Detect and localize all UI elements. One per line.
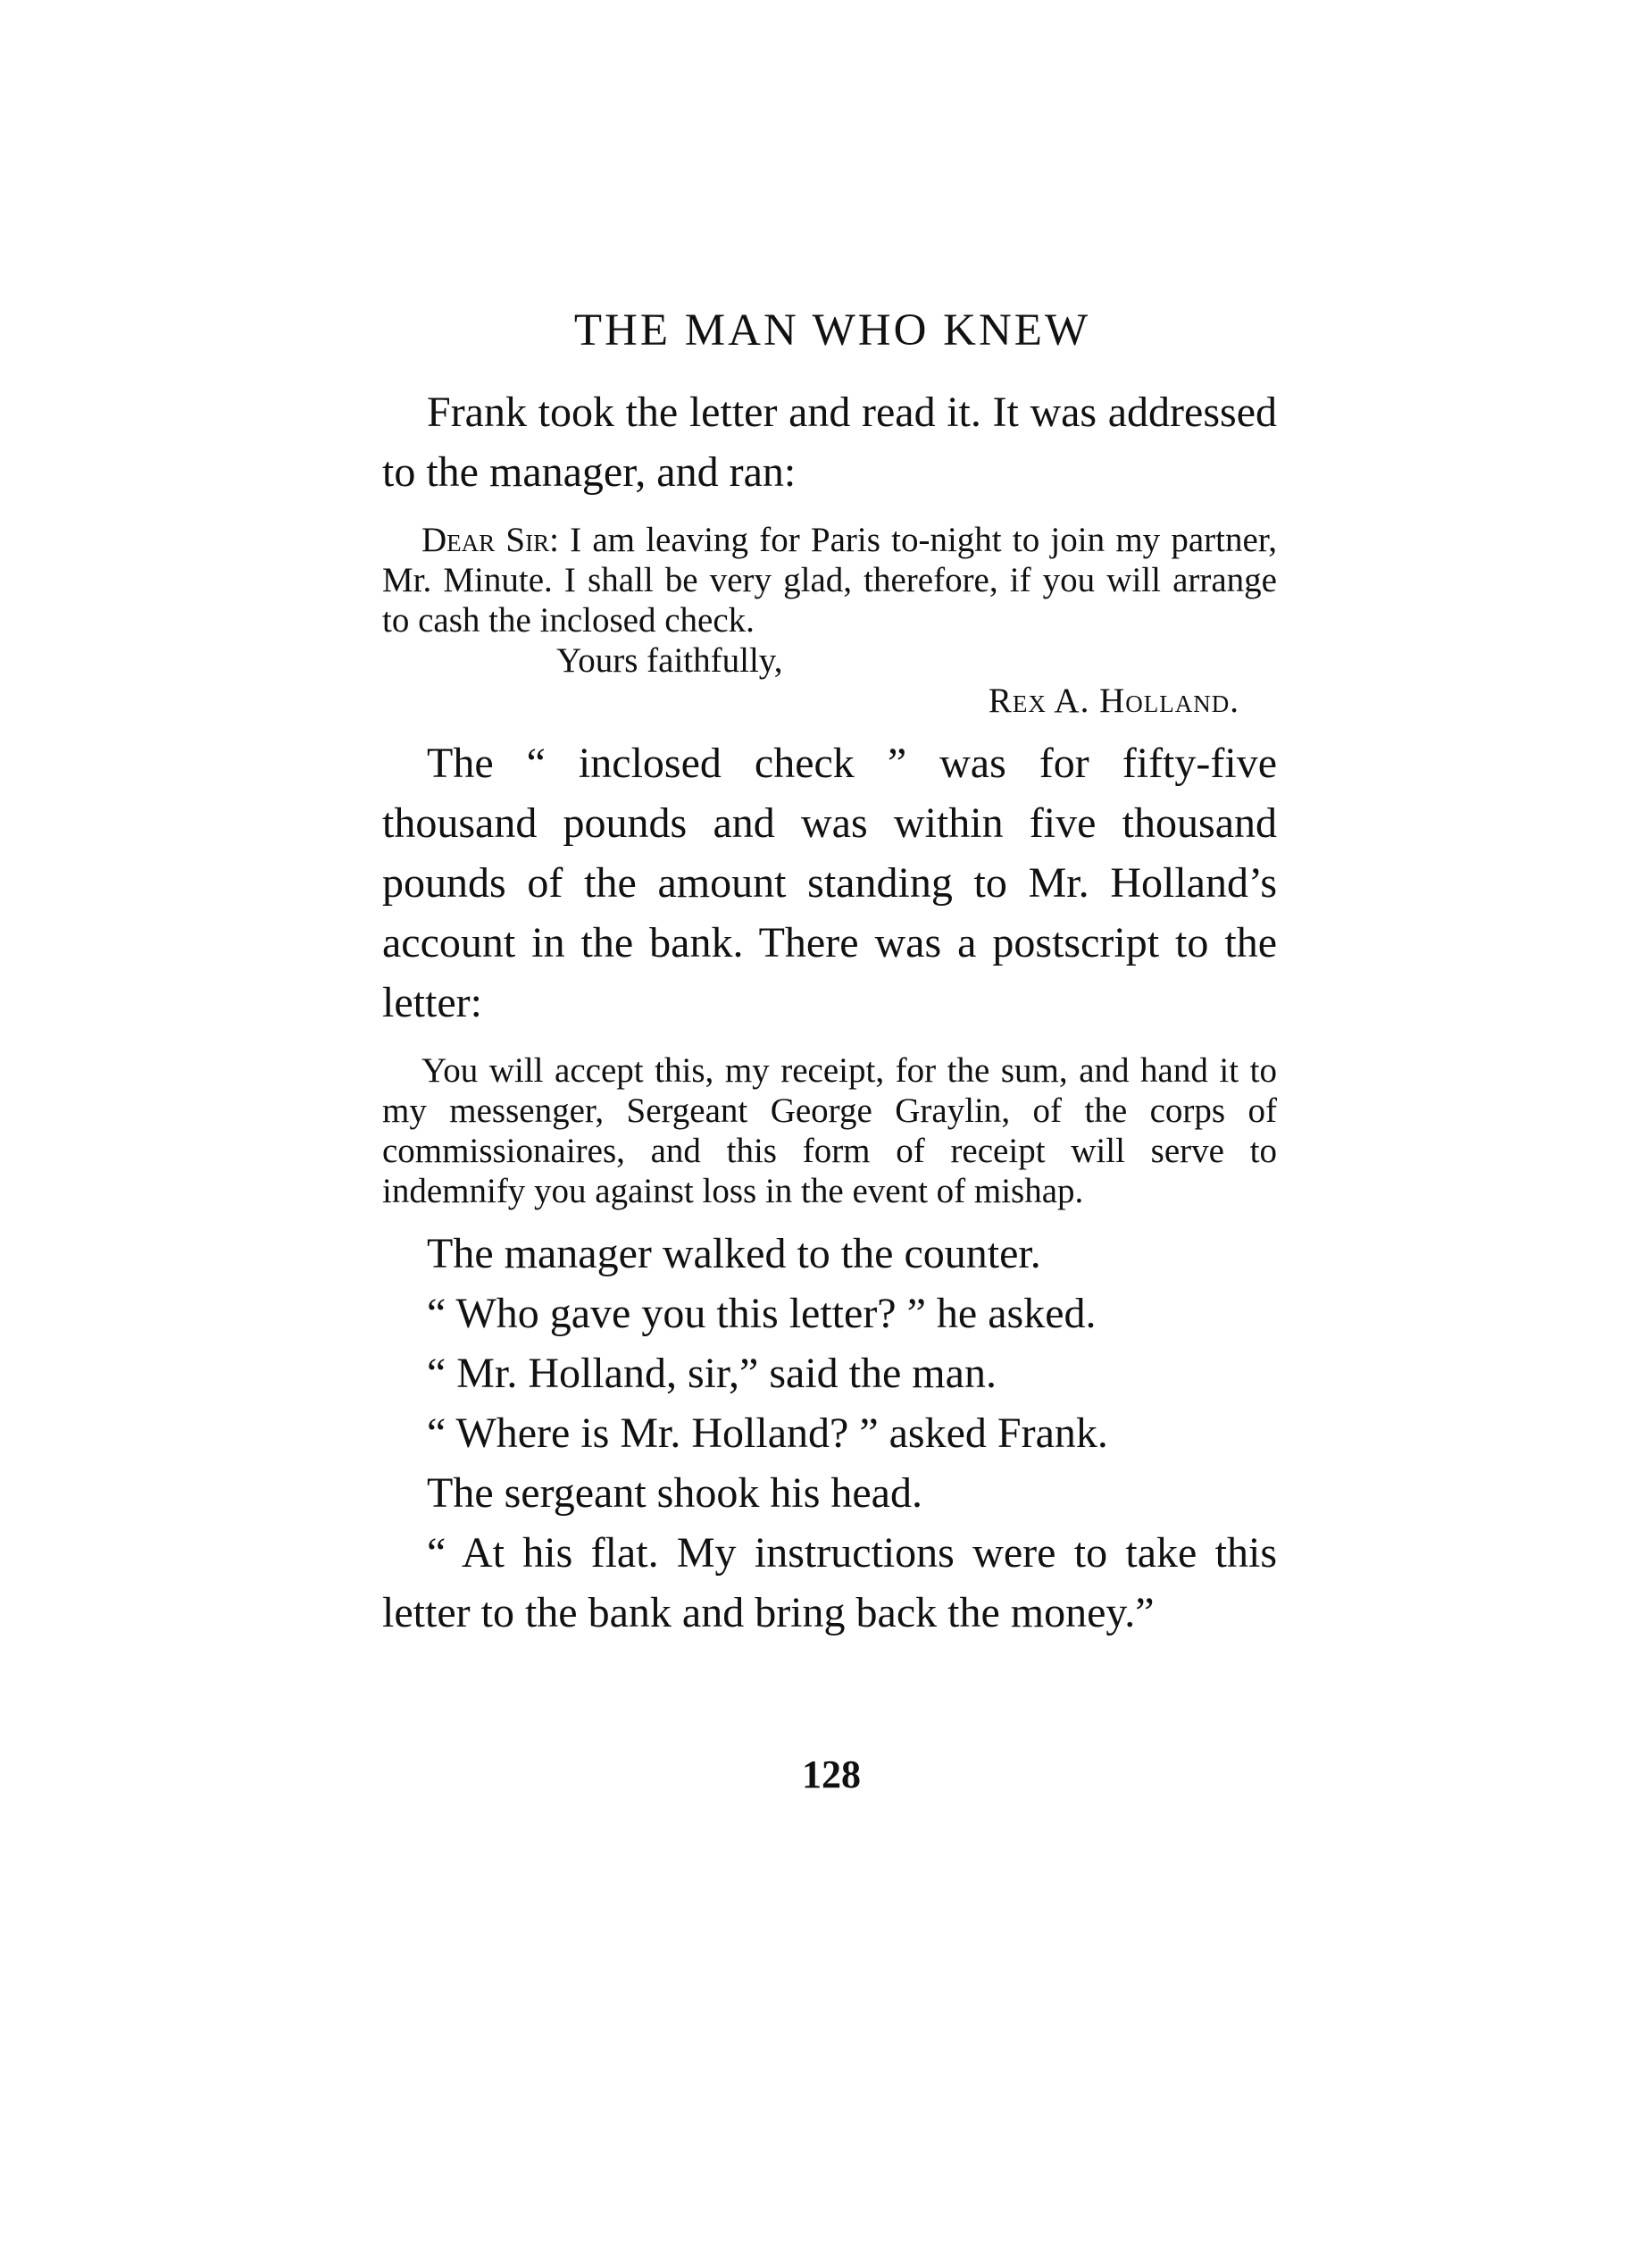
paragraph: The “ inclosed check ” was for fifty-five thousand pounds and was within five thousand pounds of the amount standing to Mr. Holland’s account in the bank. There was a postscript to the letter: — [382, 740, 1277, 1026]
quoted-letter — [382, 520, 1277, 721]
paragraph: “ Where is Mr. Holland? ” asked Frank. — [427, 1410, 1108, 1457]
paragraph: “ At his flat. My instructions were to take this letter to the bank and bring back the money.” — [382, 1529, 1277, 1636]
paragraph: The sergeant shook his head. — [427, 1469, 922, 1517]
letter-salutation: Dear Sir: — [421, 521, 559, 559]
paragraph: “ Mr. Holland, sir,” said the man. — [427, 1350, 997, 1397]
letter-body: I am leaving for Paris to-night to join my partner, Mr. Minute. I shall be very glad, therefore, if you will arrange to cash the inclosed check. — [382, 521, 1277, 640]
page-number: 128 — [802, 1753, 861, 1796]
text-column — [382, 304, 1277, 1643]
letter-signature: Rex A. Holland. — [988, 682, 1239, 720]
running-head: THE MAN WHO KNEW — [573, 305, 1091, 356]
paragraph: “ Who gave you this letter? ” he asked. — [427, 1290, 1097, 1337]
letter-body-text — [382, 520, 1277, 640]
letter-closing: Yours faithfully, — [556, 641, 783, 680]
letter-closing-row — [382, 640, 1277, 681]
postscript — [382, 1050, 1277, 1211]
paragraph: Frank took the letter and read it. It was addressed to the manager, and ran: — [382, 389, 1277, 496]
paragraph: The manager walked to the counter. — [427, 1230, 1041, 1277]
postscript-text: You will accept this, my receipt, for the sum, and hand it to my messenger, Sergeant George Graylin, of the corps of commissionaires, and this form of receipt will serve to indemnify you against loss in the event of mishap. — [382, 1051, 1277, 1210]
